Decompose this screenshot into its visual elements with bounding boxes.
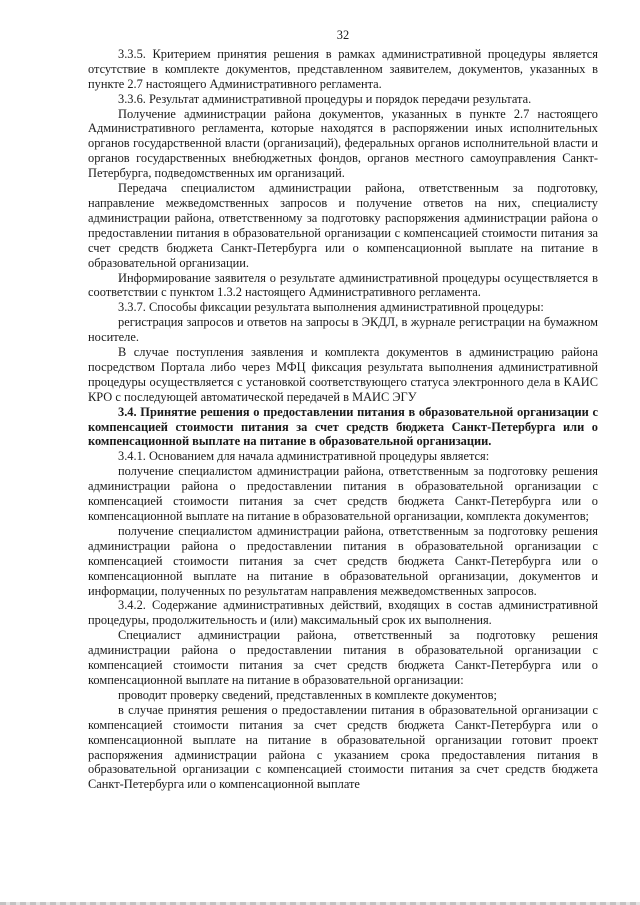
document-page	[88, 28, 598, 792]
paragraph-transfer: Передача специалистом администрации района, ответственным за подготовку, направление межведомственных запросов и получение ответов на них, специалисту администрации района, ответственному за подготовку распоряжения администрации района о предоставлении питания в образовательной организации с компенсацией стоимости питания за счет средств бюджета Санкт-Петербурга или о компенсационной выплате на питание в образовательной организации.	[88, 181, 598, 270]
paragraph-3-4-2: 3.4.2. Содержание административных действий, входящих в состав административной процедуры, продолжительность и (или) максимальный срок их выполнения.	[88, 598, 598, 628]
section-heading-3-4: 3.4. Принятие решения о предоставлении питания в образовательной организации с компенсацией стоимости питания за счет средств бюджета Санкт-Петербурга или о компенсационной выплате на питание в образовательной организации.	[88, 404, 598, 449]
paragraph-basis-documents: получение специалистом администрации района, ответственным за подготовку решения администрации района о предоставлении питания в образовательной организации с компенсацией стоимости питания за счет средств бюджета Санкт-Петербурга или о компенсационной выплате на питание в образовательной организации, комплекта документов;	[88, 464, 598, 523]
paragraph-basis-interagency: получение специалистом администрации района, ответственным за подготовку решения администрации района о предоставлении питания в образовательной организации с компенсацией стоимости питания за счет средств бюджета Санкт-Петербурга или о компенсационной выплате на питание в образовательной организации, документов и информации, полученных по результатам направления межведомственных запросов.	[88, 523, 598, 598]
paragraph-specialist: Специалист администрации района, ответственный за подготовку решения администрации района о предоставлении питания в образовательной организации с компенсацией стоимости питания за счет средств бюджета Санкт-Петербурга или о компенсационной выплате на питание в образовательной организации:	[88, 628, 598, 687]
paragraph-3-3-7: 3.3.7. Способы фиксации результата выполнения административной процедуры:	[118, 300, 544, 315]
paragraph-obtaining-documents: Получение администрации района документов, указанных в пункте 2.7 настоящего Административного регламента, которые находятся в распоряжении иных исполнительных органов государственной власти (организаций), федеральных органов исполнительной власти и органов государственных внебюджетных фондов, органов местного самоуправления Санкт-Петербурга, подведомственных им организаций.	[88, 106, 598, 181]
page-number: 32	[336, 28, 350, 42]
paragraph-3-3-6: 3.3.6. Результат административной процедуры и порядок передачи результата.	[118, 91, 532, 106]
paragraph-draft-order: в случае принятия решения о предоставлении питания в образовательной организации с компенсацией стоимости питания за счет средств бюджета Санкт-Петербурга или о компенсационной выплате на питание в образовательной организации готовит проект распоряжения администрации района с указанием срока предоставления питания в образовательной организации с компенсацией стоимости питания за счет средств бюджета Санкт-Петербурга или о компенсационной выплате	[88, 702, 598, 792]
paragraph-registration: регистрация запросов и ответов на запросы в ЭКДЛ, в журнале регистрации на бумажном носителе.	[88, 315, 598, 345]
paragraph-informing: Информирование заявителя о результате административной процедуры осуществляется в соответствии с пунктом 1.3.2 настоящего Административного регламента.	[88, 270, 598, 300]
paragraph-verification: проводит проверку сведений, представленных в комплекте документов;	[118, 687, 497, 702]
paragraph-portal-mfc: В случае поступления заявления и комплекта документов в администрацию района посредством Портала либо через МФЦ фиксация результата выполнения административной процедуры осуществляется с установкой соответствующего статуса электронного дела в КАИС КРО с последующей автоматической передачей в МАИС ЭГУ	[88, 345, 598, 404]
paragraph-3-3-5: 3.3.5. Критерием принятия решения в рамках административной процедуры является отсутствие в комплекте документов, представленном заявителем, документов, указанных в пункте 2.7 настоящего Административного регламента.	[88, 46, 598, 91]
paragraph-3-4-1: 3.4.1. Основанием для начала административной процедуры является:	[118, 449, 490, 464]
